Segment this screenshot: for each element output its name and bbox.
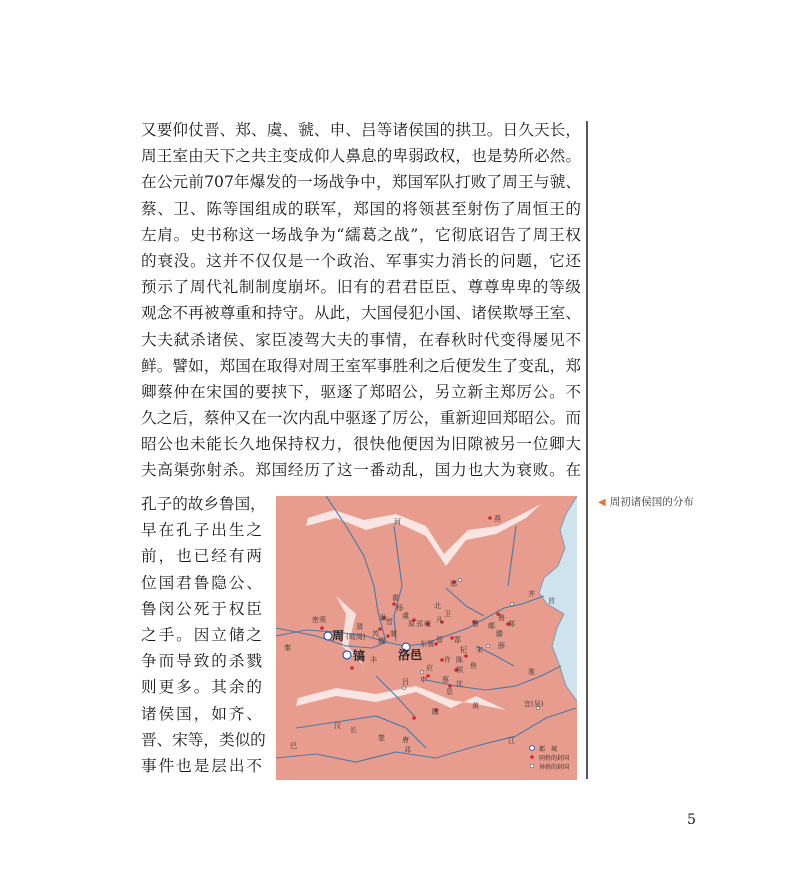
map-label: 陈 — [456, 656, 463, 664]
map-label: 顿 — [456, 666, 463, 674]
map-label: 虞 — [402, 612, 409, 620]
map-label: 霍 — [392, 594, 399, 602]
map-label: 丰 — [370, 656, 377, 664]
map-label-zhou: 周 — [332, 629, 345, 643]
map-label: 江 — [508, 737, 515, 745]
map-label: 虢 — [390, 630, 397, 638]
map-label: 凡 — [436, 616, 443, 624]
map-label: 杞 — [460, 646, 467, 654]
page-number: 5 — [687, 812, 696, 828]
text-line: 蔡、卫、陈等国组成的联军，郑国的将领甚至射伤了周恒王的 — [141, 199, 581, 218]
text-line: 昭公也未能长久地保持权力，很快他便因为旧隙被另一位卿大 — [141, 435, 581, 454]
map-label: 吕 — [402, 678, 409, 686]
map-label: 长 — [350, 726, 357, 734]
map-label: 蔡 — [442, 676, 449, 684]
map-label: 随 — [432, 708, 439, 716]
text-line: 预示了周代礼制制度崩坏。旧有的君君臣臣、尊尊卑卑的等级 — [141, 278, 581, 297]
text-line: 之手。因立储之 — [141, 625, 262, 644]
text-line: 孔子的故乡鲁国， — [141, 495, 266, 513]
text-line: 前，也已经有两 — [141, 547, 262, 566]
map-label: 东虢 — [420, 640, 434, 648]
capital-marker-zhou — [324, 632, 332, 640]
map-label: 邘 — [416, 620, 423, 628]
map-label: 邓 — [404, 746, 411, 754]
map-label: 秦 — [284, 644, 291, 652]
text-line: 的衰没。这并不仅仅是一个政治、军事实力消长的问题，它还 — [141, 251, 581, 270]
map-label: 渭 — [356, 623, 363, 631]
map-label: 管 — [436, 636, 443, 644]
map-label: 巴 — [290, 742, 297, 750]
yangtze-river — [276, 708, 576, 762]
map-label: 汉 — [334, 722, 341, 730]
map-label: 密须 — [312, 616, 326, 624]
map-label: 曹 — [472, 620, 479, 628]
main-paragraph — [141, 117, 581, 484]
text-line: 位国君鲁隐公、 — [141, 573, 262, 592]
map-label: 芮 — [372, 630, 379, 638]
text-line: 鲁闵公死于权臣 — [141, 599, 262, 618]
map-label-hao: 镐 — [353, 649, 366, 663]
caption-text: 周初诸侯国的分布 — [609, 496, 694, 508]
map-label: 耿 — [380, 614, 387, 622]
map-label: 齐 — [528, 590, 535, 598]
text-line: 争而导致的杀戮 — [141, 652, 262, 671]
map-svg — [276, 496, 577, 780]
text-line: 在公元前707年爆发的一场战争中，郑国军队打败了周王与虢、 — [141, 173, 581, 192]
text-line: 观念不再被尊重和持守。从此，大国侵犯小国、诸侯欺辱王室、 — [141, 304, 581, 323]
capital-marker-hao — [343, 651, 351, 659]
map-label: 宋 — [476, 646, 483, 654]
text-line: 久之后，蔡仲又在一次内乱中驱逐了厉公，重新迎回郑昭公。而 — [141, 409, 581, 428]
legend-same-surname-label: 同姓的封国 — [539, 755, 570, 762]
map-label: 莒 — [548, 597, 555, 605]
map-label: 应 — [426, 664, 433, 672]
text-line: 则更多。其余的 — [141, 678, 262, 697]
map-label: 原 — [408, 620, 415, 628]
map-label: 唐 — [402, 736, 409, 744]
text-line: 大夫弑杀诸侯、家臣凌驾大夫的事情，在春秋时代变得屡见不 — [141, 330, 581, 349]
text-line: 诸侯国，如齐、 — [141, 704, 262, 723]
map-label: 郜 — [454, 636, 461, 644]
map-label: 滕 — [496, 630, 503, 638]
map-label: 郕 — [488, 622, 495, 630]
text-line: 又要仰仗晋、郑、虞、虢、申、吕等诸侯国的拱卫。日久天长， — [141, 121, 581, 139]
text-line: 左肩。史书称这一场战争为“繻葛之战”，它彻底诏告了周王权 — [141, 225, 581, 244]
map-label-qishan: (岐周) — [346, 633, 366, 641]
map-label: 楚 — [378, 734, 385, 742]
text-line: 早在孔子出生之 — [141, 521, 262, 540]
legend-other-surname-icon — [530, 764, 534, 768]
text-line: 夫高渠弥射杀。郑国经历了这一番动乱，国力也大为衰败。在 — [141, 461, 581, 480]
map-label: 晋 — [386, 618, 393, 626]
text-line: 事件也是层出不 — [141, 756, 262, 775]
map-label: 宜(吴) — [524, 700, 544, 708]
map-label: 黄 — [472, 702, 479, 710]
map-label: 河 — [394, 518, 401, 526]
fen-river — [394, 526, 402, 641]
text-line: 卿蔡仲在宋国的要挟下，驱逐了郑昭公，另立新主郑厉公。不 — [141, 382, 581, 401]
map-label-luoyi: 洛邑 — [398, 648, 423, 662]
map-caption — [598, 494, 694, 509]
river — [446, 588, 484, 616]
map-label: 申 — [420, 676, 427, 684]
map-label: 许 — [444, 656, 451, 664]
caption-arrow-icon: ◀ — [598, 497, 606, 508]
legend-other-surname-label: 异姓的封国 — [539, 764, 570, 771]
map-label: 卫 — [444, 610, 451, 618]
map-label: 邢 — [450, 580, 457, 588]
map-label: 邾 — [508, 620, 515, 628]
legend-capital-icon — [530, 746, 535, 751]
mountain-range — [306, 504, 541, 566]
map-label: 沈 — [456, 680, 463, 688]
sea-area — [539, 496, 577, 701]
map-label: 焦 — [470, 662, 477, 670]
text-line: 晋、宋等，类似的 — [141, 730, 266, 749]
margin-rule — [586, 121, 588, 779]
map-label: 息 — [446, 688, 453, 696]
river — [508, 526, 516, 586]
legend-same-surname-icon — [530, 755, 534, 759]
text-line: 周王室由天下之共主变成仰人鼻息的卑弱政权，也是势所必然。 — [141, 147, 581, 166]
map-label: 雍 — [424, 620, 431, 628]
map-label: 薛 — [498, 642, 505, 650]
map-label: 魏 — [378, 637, 385, 645]
map-legend — [530, 745, 569, 771]
text-line: 鲜。譬如，郑国在取得对周王室军事胜利之后便发生了变乱，郑 — [141, 356, 581, 375]
map-label: 淮 — [528, 668, 535, 676]
map-label: 燕 — [494, 515, 501, 523]
side-paragraph — [141, 491, 266, 779]
legend-capital-label: 都 城 — [539, 746, 558, 753]
map-label: 北 — [434, 602, 441, 610]
map-label: 杨 — [396, 604, 403, 612]
map-label: 鲁 — [498, 614, 505, 622]
map-figure — [276, 496, 577, 780]
